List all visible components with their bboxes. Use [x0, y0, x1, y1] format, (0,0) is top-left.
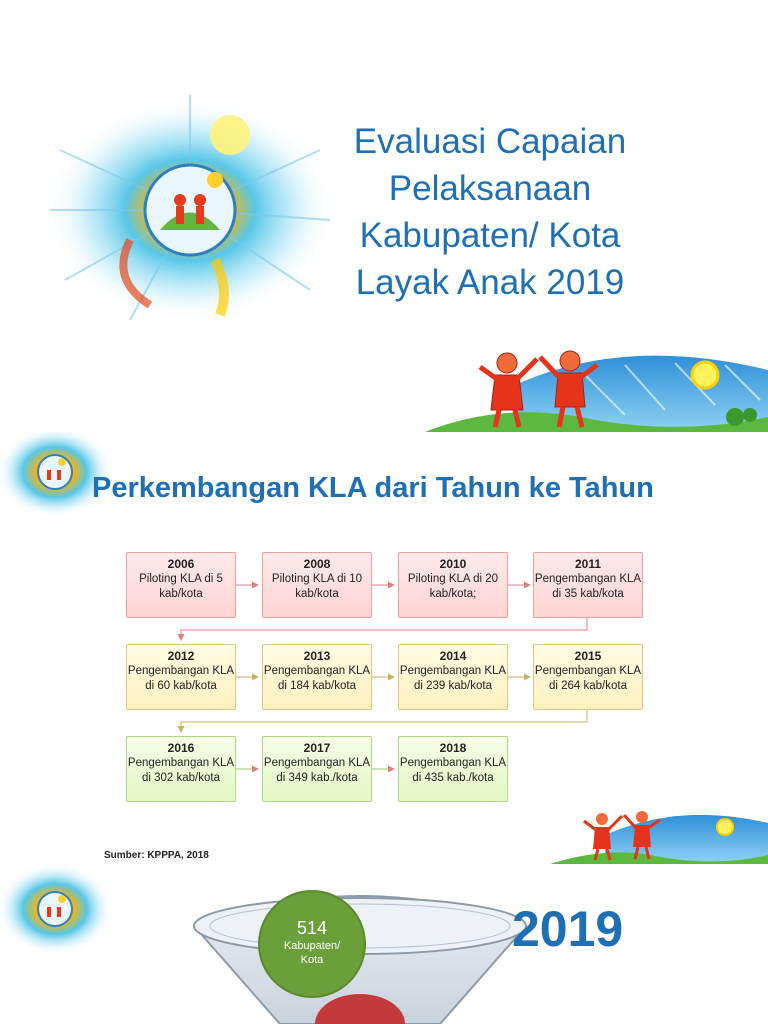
milestone-year: 2008 — [303, 557, 331, 571]
milestone-text: Pengembangan KLA di 264 kab/kota — [534, 665, 642, 692]
children-landscape-small — [550, 807, 768, 864]
milestone-year: 2018 — [439, 741, 467, 755]
milestone-2006 — [126, 552, 236, 618]
milestone-year: 2014 — [439, 649, 467, 663]
milestone-2011 — [533, 552, 643, 618]
milestone-text: Pengembangan KLA di 239 kab/kota — [399, 665, 507, 692]
milestone-2013 — [262, 644, 372, 710]
milestone-2012 — [126, 644, 236, 710]
milestone-year: 2010 — [439, 557, 467, 571]
kabupaten-count-circle — [260, 892, 364, 996]
milestone-2014 — [398, 644, 508, 710]
milestone-year: 2015 — [574, 649, 602, 663]
milestone-2008 — [262, 552, 372, 618]
milestone-2018 — [398, 736, 508, 802]
milestone-2016 — [126, 736, 236, 802]
slide-2 — [0, 432, 768, 864]
kla-sunburst-logo — [40, 90, 340, 330]
milestone-year: 2006 — [167, 557, 195, 571]
title-line-4: Layak Anak 2019 — [355, 263, 625, 302]
kabupaten-count-label-1: Kabupaten/ — [283, 940, 341, 952]
milestone-text: Pengembangan KLA di 60 kab/kota — [127, 665, 235, 692]
source-note: Sumber: KPPPA, 2018 — [104, 850, 209, 861]
kla-logo-small — [0, 864, 115, 954]
timeline-title: Perkembangan KLA dari Tahun ke Tahun — [92, 472, 654, 504]
milestone-year: 2011 — [574, 557, 602, 571]
slide-3 — [0, 864, 768, 1024]
year-heading: 2019 — [512, 901, 624, 957]
milestone-2015 — [533, 644, 643, 710]
timeline-arrows — [0, 432, 768, 864]
title-line-1: Evaluasi Capaian — [353, 122, 627, 161]
milestone-year: 2017 — [303, 741, 331, 755]
title-line-3: Kabupaten/ Kota — [359, 216, 621, 255]
kabupaten-count-label-2: Kota — [300, 954, 324, 966]
title-line-2: Pelaksanaan — [388, 169, 592, 208]
milestone-text: Pengembangan KLA di 435 kab./kota — [399, 757, 507, 784]
milestone-year: 2012 — [167, 649, 195, 663]
milestone-text: Piloting KLA di 10 kab/kota — [271, 573, 363, 600]
milestone-text: Pengembangan KLA di 184 kab/kota — [263, 665, 371, 692]
milestone-text: Pengembangan KLA di 35 kab/kota — [534, 573, 642, 600]
slide-1 — [0, 0, 768, 432]
milestone-2017 — [262, 736, 372, 802]
milestone-text: Pengembangan KLA di 349 kab./kota — [263, 757, 371, 784]
presentation-title — [330, 118, 650, 306]
milestone-text: Pengembangan KLA di 302 kab/kota — [127, 757, 235, 784]
kabupaten-count: 514 — [296, 918, 328, 938]
milestone-text: Piloting KLA di 5 kab/kota — [139, 573, 223, 600]
milestone-year: 2013 — [303, 649, 331, 663]
milestone-text: Piloting KLA di 20 kab/kota; — [407, 573, 499, 600]
children-landscape-illustration — [425, 345, 768, 432]
milestone-2010 — [398, 552, 508, 618]
milestone-year: 2016 — [167, 741, 195, 755]
